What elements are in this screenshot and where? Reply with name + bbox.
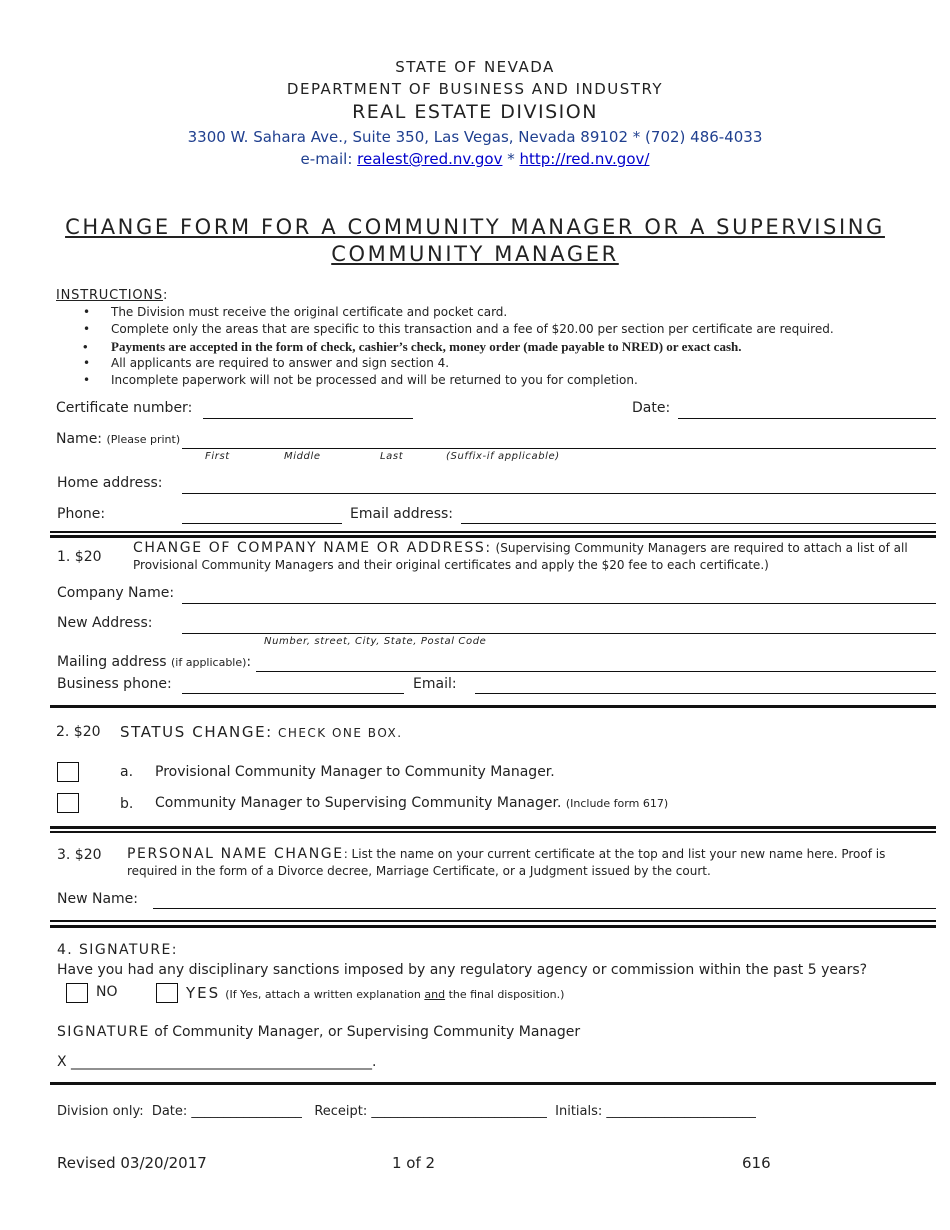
division-only-line: Division only: Date: _________________ Receipt: ___________________________ Initials: _______________________ — [57, 1104, 756, 1119]
section3-heading: PERSONAL NAME CHANGE — [127, 846, 344, 862]
list-item: • Payments are accepted in the form of check, cashier’s check, money order (made payable to NRED) or exact cash. — [83, 338, 923, 355]
status-option-b-label: Community Manager to Supervising Community Manager. (Include form 617) — [155, 795, 669, 811]
home-address-field[interactable] — [182, 493, 936, 494]
sanctions-no-checkbox[interactable] — [66, 983, 88, 1003]
section2-instruction: CHECK ONE BOX. — [277, 726, 403, 740]
new-name-label: New Name: — [57, 891, 139, 907]
section1-heading-block — [133, 540, 923, 574]
status-option-b-letter: b. — [120, 796, 134, 812]
department-name: DEPARTMENT OF BUSINESS AND INDUSTRY — [286, 80, 664, 98]
state-name: STATE OF NEVADA — [395, 58, 555, 76]
company-name-field[interactable] — [182, 603, 936, 604]
section4-heading: 4. SIGNATURE: — [57, 942, 178, 958]
status-option-a-checkbox[interactable] — [57, 762, 79, 782]
new-name-field[interactable] — [153, 908, 936, 909]
page-number: 1 of 2 — [392, 1154, 436, 1172]
name-label: Name: (Please print) — [56, 431, 181, 447]
list-item: • All applicants are required to answer and sign section 4. — [83, 355, 923, 372]
list-item: • Complete only the areas that are specific to this transaction and a fee of $20.00 per section per certificate are required. — [83, 321, 923, 338]
section-divider — [50, 826, 936, 829]
section3-note: : List the name on your current certificate at the top and list your new name here. Proof is required in the form of a Divorce decree, Marriage Certificate, or a Judgment issued by the court. — [127, 847, 886, 878]
section2-heading-block — [120, 722, 403, 741]
business-phone-label: Business phone: — [57, 676, 172, 692]
certificate-number-field[interactable] — [203, 418, 413, 419]
status-option-b-checkbox[interactable] — [57, 793, 79, 813]
section-divider — [50, 705, 936, 708]
signature-field[interactable]: X ___________________________________________. — [57, 1054, 377, 1070]
name-field[interactable] — [182, 448, 936, 449]
certificate-number-label: Certificate number: — [56, 400, 193, 416]
new-address-label: New Address: — [57, 615, 153, 631]
email-address-field[interactable] — [461, 523, 936, 524]
sanctions-yes-checkbox[interactable] — [156, 983, 178, 1003]
status-option-a-label: Provisional Community Manager to Community Manager. — [155, 764, 555, 780]
form-title — [0, 215, 950, 269]
section1-number: 1. $20 — [57, 549, 102, 565]
section-divider — [50, 1082, 936, 1085]
mailing-address-label: Mailing address (if applicable): — [57, 654, 252, 670]
company-name-label: Company Name: — [57, 585, 175, 601]
name-last-hint: Last — [380, 451, 404, 462]
form-number: 616 — [742, 1154, 771, 1172]
business-email-field[interactable] — [475, 693, 936, 694]
section-divider — [50, 531, 936, 533]
date-field[interactable] — [678, 418, 936, 419]
section-divider — [50, 831, 936, 833]
sanctions-yes-label: YES — [186, 984, 221, 1002]
name-middle-hint: Middle — [284, 451, 321, 462]
instructions-list — [83, 304, 923, 389]
home-address-label: Home address: — [57, 475, 163, 491]
section-divider — [50, 920, 936, 922]
business-email-label: Email: — [413, 676, 457, 692]
section3-number: 3. $20 — [57, 847, 102, 863]
form-title-line1: CHANGE FORM FOR A COMMUNITY MANAGER OR A SUPERVISING — [65, 215, 885, 239]
section-divider — [50, 535, 936, 538]
instructions-heading: INSTRUCTIONS: — [56, 288, 169, 303]
section3-heading-block — [127, 846, 927, 880]
sanctions-question: Have you had any disciplinary sanctions imposed by any regulatory agency or commission within the past 5 years? — [57, 962, 868, 978]
signature-label: SIGNATURE of Community Manager, or Supervising Community Manager — [57, 1024, 581, 1040]
status-option-a-letter: a. — [120, 764, 134, 780]
date-label: Date: — [632, 400, 671, 416]
revision-date: Revised 03/20/2017 — [57, 1154, 207, 1172]
sanctions-yes-note: (If Yes, attach a written explanation — [225, 988, 425, 1001]
sanctions-no-label: NO — [96, 984, 118, 1000]
business-phone-field[interactable] — [182, 693, 404, 694]
form-title-line2: COMMUNITY MANAGER — [331, 242, 619, 266]
sanctions-yes-block: YES (If Yes, attach a written explanation and the final disposition.) — [186, 984, 565, 1002]
list-item: • Incomplete paperwork will not be processed and will be returned to you for completion. — [83, 372, 923, 389]
section2-heading: STATUS CHANGE: — [120, 723, 273, 741]
name-first-hint: First — [205, 451, 230, 462]
name-suffix-hint: (Suffix-if applicable) — [446, 451, 560, 462]
email-label: e-mail: — [300, 150, 353, 168]
division-name: REAL ESTATE DIVISION — [352, 101, 598, 123]
section1-heading: CHANGE OF COMPANY NAME OR ADDRESS: — [133, 540, 492, 556]
new-address-field[interactable] — [182, 633, 936, 634]
phone-field[interactable] — [182, 523, 342, 524]
phone-label: Phone: — [57, 506, 106, 522]
mailing-address-field[interactable] — [256, 671, 936, 672]
section-divider — [50, 925, 936, 928]
list-item: • The Division must receive the original certificate and pocket card. — [83, 304, 923, 321]
contact-separator: * — [507, 150, 515, 168]
email-address-label: Email address: — [350, 506, 454, 522]
section1-note: (Supervising Community Managers are required to attach a list of all Provisional Community Managers and their original certificates and apply the $20 fee to each certificate.) — [133, 541, 908, 572]
new-address-hint: Number, street, City, State, Postal Code — [264, 636, 487, 647]
division-address: 3300 W. Sahara Ave., Suite 350, Las Vegas, Nevada 89102 * (702) 486-4033 — [187, 128, 763, 146]
section2-number: 2. $20 — [56, 724, 101, 740]
contact-line — [0, 150, 950, 168]
website-link[interactable]: http://red.nv.gov/ — [519, 150, 650, 168]
email-link[interactable]: realest@red.nv.gov — [357, 150, 503, 168]
